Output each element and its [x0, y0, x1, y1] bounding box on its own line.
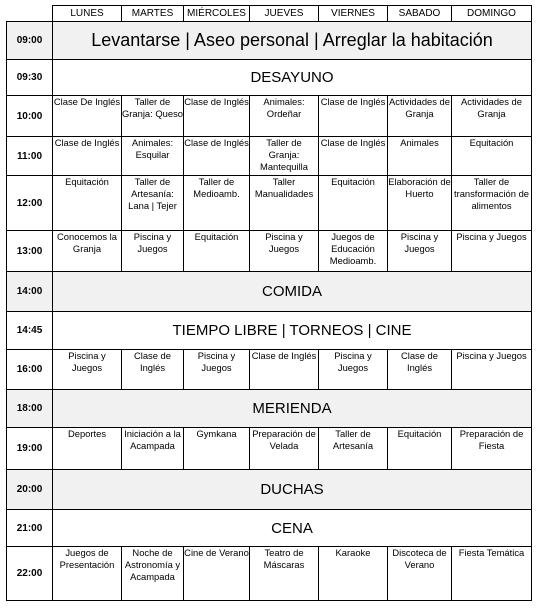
- activity-cell: Fiesta Temática: [452, 547, 532, 601]
- activity-cell: Piscina y Juegos: [452, 350, 532, 390]
- full-day-activity: TIEMPO LIBRE | TORNEOS | CINE: [53, 312, 532, 350]
- activity-cell: Animales: Esquilar: [122, 137, 184, 176]
- activity-cell: Clase de Inglés: [388, 350, 452, 390]
- day-header-sabado: SABADO: [388, 6, 452, 22]
- activity-cell: Iniciación a la Acampada: [122, 428, 184, 470]
- activity-cell: Equitación: [388, 428, 452, 470]
- activity-cell: Piscina y Juegos: [319, 350, 388, 390]
- schedule-row: [7, 96, 532, 137]
- time-label: 21:00: [7, 510, 53, 547]
- activity-cell: Piscina y Juegos: [184, 350, 250, 390]
- activity-cell: Taller de Medioamb.: [184, 176, 250, 231]
- activity-cell: Equitación: [184, 231, 250, 272]
- full-day-activity: CENA: [53, 510, 532, 547]
- activity-cell: Clase de Inglés: [184, 96, 250, 137]
- activity-cell: Juegos de Educación Medioamb.: [319, 231, 388, 272]
- activity-cell: Piscina y Juegos: [53, 350, 122, 390]
- time-label: 14:45: [7, 312, 53, 350]
- schedule-row: [7, 470, 532, 510]
- full-day-activity: DUCHAS: [53, 470, 532, 510]
- activity-cell: Noche de Astronomía y Acampada: [122, 547, 184, 601]
- activity-cell: Piscina y Juegos: [122, 231, 184, 272]
- activity-cell: Karaoke: [319, 547, 388, 601]
- time-label: 16:00: [7, 350, 53, 390]
- activity-cell: Gymkana: [184, 428, 250, 470]
- activity-cell: Actividades de Granja: [452, 96, 532, 137]
- time-label: 13:00: [7, 231, 53, 272]
- activity-cell: Clase De Inglés: [53, 96, 122, 137]
- activity-cell: Deportes: [53, 428, 122, 470]
- activity-cell: Cine de Verano: [184, 547, 250, 601]
- activity-cell: Clase de Inglés: [250, 350, 319, 390]
- day-header-lunes: LUNES: [53, 6, 122, 22]
- schedule-row: [7, 510, 532, 547]
- time-label: 20:00: [7, 470, 53, 510]
- time-label: 09:30: [7, 60, 53, 96]
- time-label: 19:00: [7, 428, 53, 470]
- activity-cell: Preparación de Fiesta: [452, 428, 532, 470]
- activity-cell: Actividades de Granja: [388, 96, 452, 137]
- activity-cell: Discoteca de Verano: [388, 547, 452, 601]
- schedule-row: [7, 137, 532, 176]
- schedule-row: [7, 60, 532, 96]
- day-header-martes: MARTES: [122, 6, 184, 22]
- activity-cell: Taller de Granja: Queso: [122, 96, 184, 137]
- schedule-row: [7, 231, 532, 272]
- time-label: 18:00: [7, 390, 53, 428]
- activity-cell: Equitación: [319, 176, 388, 231]
- full-day-activity: DESAYUNO: [53, 60, 532, 96]
- weekly-schedule-table: [6, 5, 532, 601]
- activity-cell: Piscina y Juegos: [388, 231, 452, 272]
- activity-cell: Teatro de Máscaras: [250, 547, 319, 601]
- activity-cell: Clase de Inglés: [184, 137, 250, 176]
- time-label: 12:00: [7, 176, 53, 231]
- day-header-viernes: VIERNES: [319, 6, 388, 22]
- activity-cell: Animales: Ordeñar: [250, 96, 319, 137]
- full-day-activity: MERIENDA: [53, 390, 532, 428]
- activity-cell: Clase de Inglés: [122, 350, 184, 390]
- time-label: 22:00: [7, 547, 53, 601]
- schedule-row: [7, 176, 532, 231]
- time-label: 14:00: [7, 272, 53, 312]
- schedule-row: [7, 350, 532, 390]
- day-header-domingo: DOMINGO: [452, 6, 532, 22]
- day-header-row: [7, 6, 532, 22]
- full-day-activity: Levantarse | Aseo personal | Arreglar la habitación: [53, 22, 532, 60]
- activity-cell: Conocemos la Granja: [53, 231, 122, 272]
- activity-cell: Juegos de Presentación: [53, 547, 122, 601]
- activity-cell: Equitación: [53, 176, 122, 231]
- activity-cell: Elaboración de Huerto: [388, 176, 452, 231]
- activity-cell: Equitación: [452, 137, 532, 176]
- activity-cell: Clase de Inglés: [319, 96, 388, 137]
- schedule-row: [7, 272, 532, 312]
- time-label: 09:00: [7, 22, 53, 60]
- activity-cell: Piscina y Juegos: [250, 231, 319, 272]
- activity-cell: Taller de Artesanía: Lana | Tejer: [122, 176, 184, 231]
- activity-cell: Taller de Granja: Mantequilla: [250, 137, 319, 176]
- day-header-miercoles: MIÉRCOLES: [184, 6, 250, 22]
- time-label: 10:00: [7, 96, 53, 137]
- schedule-row: [7, 390, 532, 428]
- activity-cell: Taller de transformación de alimentos: [452, 176, 532, 231]
- day-header-jueves: JUEVES: [250, 6, 319, 22]
- schedule-row: [7, 22, 532, 60]
- activity-cell: Clase de Inglés: [53, 137, 122, 176]
- activity-cell: Taller Manualidades: [250, 176, 319, 231]
- activity-cell: Piscina y Juegos: [452, 231, 532, 272]
- activity-cell: Animales: [388, 137, 452, 176]
- schedule-row: [7, 312, 532, 350]
- activity-cell: Preparación de Velada: [250, 428, 319, 470]
- header-corner: [7, 6, 53, 22]
- time-label: 11:00: [7, 137, 53, 176]
- full-day-activity: COMIDA: [53, 272, 532, 312]
- activity-cell: Taller de Artesanía: [319, 428, 388, 470]
- schedule-row: [7, 428, 532, 470]
- activity-cell: Clase de Inglés: [319, 137, 388, 176]
- schedule-row: [7, 547, 532, 601]
